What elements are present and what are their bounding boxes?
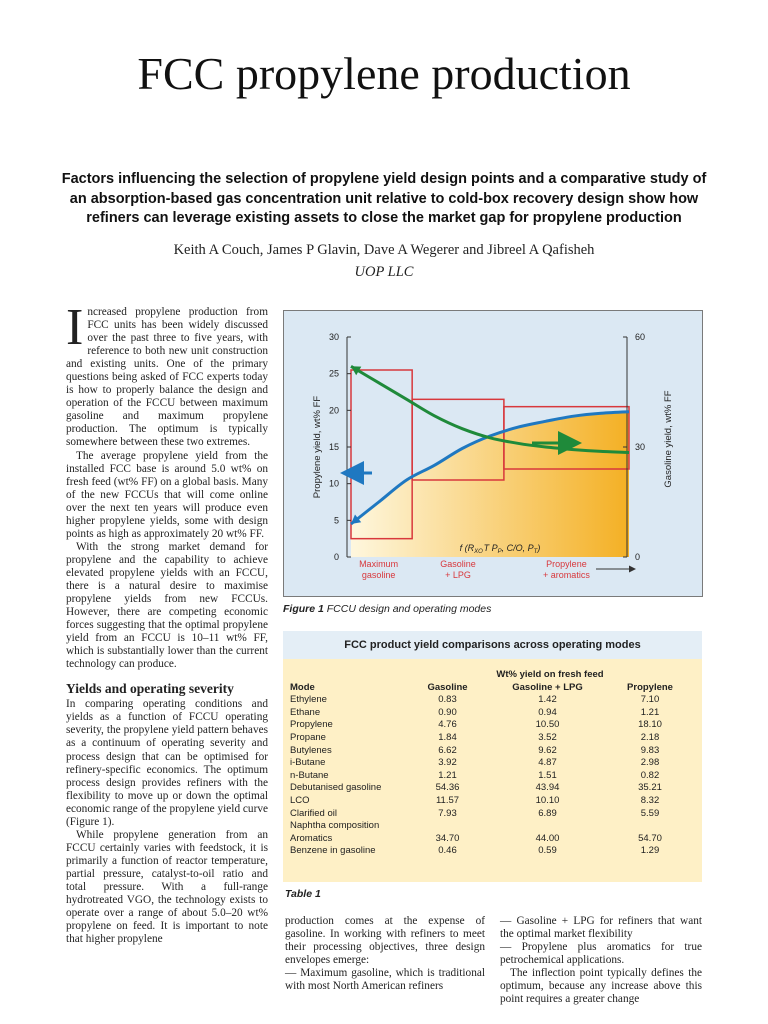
table-cell: 1.84 <box>438 731 457 743</box>
authors: Keith A Couch, James P Glavin, Dave A Wegerer and Jibreel A Qafisheh <box>173 242 595 258</box>
table-row <box>290 707 695 720</box>
table-cell: Debutanised gasoline <box>290 782 382 794</box>
column-header: Propylene <box>627 681 673 693</box>
table-cell: 1.29 <box>640 845 660 857</box>
paragraph: production comes at the expense of gasoline. In working with refiners to meet their processing objectives, three design envelopes emerge: <box>285 915 485 967</box>
table-cell: 10.50 <box>535 719 560 731</box>
severity-gradient-area <box>351 412 629 557</box>
table-cell: 54.70 <box>638 832 662 844</box>
table-row <box>290 719 695 732</box>
table-cell: Clarified oil <box>290 807 337 819</box>
table-cell: 11.57 <box>435 794 460 806</box>
table-row <box>290 757 695 770</box>
table-cell: 43.94 <box>535 782 560 794</box>
table-cell: i-Butane <box>290 757 326 769</box>
table-cell: n-Butane <box>290 769 329 781</box>
table-cell: 0.59 <box>538 845 557 857</box>
table-cell: 3.52 <box>538 731 557 743</box>
table-cell: 0.90 <box>438 706 457 718</box>
table-cell: 4.76 <box>438 719 457 731</box>
table-cell: 0.83 <box>438 694 457 706</box>
figure-1 <box>283 310 703 597</box>
paragraph: The inflection point typically defines the optimum, because any increase above this point requires a greater change <box>500 967 702 1006</box>
paragraph-text: ncreased propylene production from FCC units has been widely discussed over the past three to five years, with reference to both new unit construction and existing units. One of the primary questions being asked of FCC experts today is how to properly balance the design and operation of the FCCU between maximum gasoline and maximum propylene production. The optimum is typically somewhere between these two extremes. <box>66 306 268 449</box>
yield-table <box>283 631 702 882</box>
drop-cap: I <box>66 299 84 356</box>
y-tick-label: 25 <box>328 368 339 379</box>
table-title: FCC product yield comparisons across operating modes <box>283 631 702 659</box>
body-column-2 <box>285 915 485 993</box>
paragraph: With the strong market demand for propylene and the capability to achieve elevated propylene yields with an FCCU, there is a natural desire to maximise propylene yields from new FCCUs. However, there are competing economic forces suggesting that the optimal propylene yield from an FCCU is 10–11 wt% FF, which is substantially lower than the current technology can produce. <box>66 540 268 671</box>
category-label: Maximum gasoline <box>359 559 399 580</box>
affiliation: UOP LLC <box>354 264 414 280</box>
table-cell: LCO <box>290 794 310 806</box>
table-cell: 10.10 <box>535 794 560 806</box>
figure-caption-label: Figure 1 <box>283 603 324 615</box>
paragraph: The average propylene yield from the installed FCC base is around 5.0 wt% on fresh feed (wt% FF) on a global basis. Many of the new FCCUs that will come online over the next ten years will produce even higher propylene yields, some with design points as high as approximately 20 wt% FF. <box>66 449 268 540</box>
table-cell: 8.32 <box>640 794 660 806</box>
table-cell: 1.21 <box>438 769 457 781</box>
table-cell: Propylene <box>290 719 333 731</box>
table-cell: 9.62 <box>538 744 557 756</box>
y2-tick-label: 60 <box>635 332 646 342</box>
table-cell: 6.89 <box>538 807 557 819</box>
table-cell: 2.18 <box>640 731 660 743</box>
y2-tick-label: 30 <box>635 442 646 452</box>
y-tick-label: 0 <box>333 552 339 562</box>
y-tick-label: 5 <box>333 515 339 526</box>
paragraph: — Maximum gasoline, which is traditional with most North American refiners <box>285 967 485 993</box>
table-cell: 7.10 <box>640 694 660 706</box>
table-cell: 5.59 <box>640 807 660 819</box>
y-tick-label: 20 <box>328 405 339 416</box>
table-cell: 0.46 <box>438 845 457 857</box>
table-cell: 1.42 <box>538 694 557 706</box>
table-cell: Butylenes <box>290 744 332 756</box>
table-group-header: Wt% yield on fresh feed <box>496 669 604 680</box>
table-row <box>290 782 695 795</box>
table-row <box>290 745 695 758</box>
section-heading: Yields and operating severity <box>66 681 234 697</box>
column-header: Gasoline <box>427 681 468 693</box>
table-header-row <box>290 682 695 695</box>
table-group-header-row <box>290 669 695 682</box>
x-axis-formula: f ($R_{XO}$ T $P_P$, C/O, $P_T$) <box>459 543 541 555</box>
table-cell: Aromatics <box>290 832 333 844</box>
paragraph: In comparing operating conditions and yields as a function of FCCU operating severity, the propylene yield pattern behaves as a continuum of operating severity and process design that can be optimised for refinery-specific economics. The optimum process design provides refiners with the flexibility to move up or down the optimal economic range of the propylene yield curve (Figure 1). <box>66 698 269 828</box>
chart <box>284 311 702 596</box>
figure-caption-text: FCCU design and operating modes <box>323 603 492 615</box>
table-section-label: Naphtha composition <box>290 820 380 832</box>
table-cell: 7.93 <box>438 807 457 819</box>
table <box>290 669 695 858</box>
table-section-row <box>290 820 695 833</box>
empty-cell <box>290 669 405 682</box>
table-cell: Ethane <box>290 706 321 718</box>
table-row <box>290 808 695 821</box>
paragraph: — Gasoline + LPG for refiners that want the optimal market flexibility <box>500 915 702 941</box>
table-cell: 35.21 <box>638 782 662 794</box>
y-tick-label: 15 <box>328 442 339 452</box>
y2-axis-label: Gasoline yield, wt% FF <box>663 390 674 488</box>
column-header: Gasoline + LPG <box>512 681 583 693</box>
paragraph: — Propylene plus aromatics for true petrochemical applications. <box>500 941 702 967</box>
table-row <box>290 732 695 745</box>
table-cell: 9.83 <box>640 744 660 756</box>
y-tick-label: 30 <box>328 332 339 342</box>
table-row <box>290 845 695 858</box>
table-row <box>290 833 695 846</box>
table-cell: 4.87 <box>538 757 557 769</box>
body-column-3 <box>500 915 702 1006</box>
table-cell: Benzene in gasoline <box>290 845 376 857</box>
table-cell: 54.36 <box>435 782 460 794</box>
table-cell: 44.00 <box>535 832 560 844</box>
table-cell: 6.62 <box>438 744 457 756</box>
table-cell: 0.82 <box>640 769 660 781</box>
table-row <box>290 770 695 783</box>
column-header: Mode <box>290 681 315 693</box>
paragraph <box>66 299 268 450</box>
paragraph: While propylene generation from an FCCU certainly varies with feedstock, it is primarily a function of reactor temperature, partial pressure, catalyst-to-oil ratio and total pressure. With a full-range hydrotreated VGO, the technology exists to operate over a range of about 5.0–20 wt% propylene on feed. It is important to note that higher propylene <box>66 828 268 946</box>
table-cell: 0.94 <box>538 706 557 718</box>
table-cell: Ethylene <box>290 694 327 706</box>
table-cell: 1.21 <box>640 706 660 718</box>
table-row <box>290 795 695 808</box>
body-column-1 <box>66 299 269 946</box>
article-subtitle: Factors influencing the selection of propylene yield design points and a comparative study of an absorption-based gas concentration unit relative to cold-box recovery design show how refiners can leverage existing assets to close the market gap for propylene production <box>61 171 707 226</box>
table-cell: 2.98 <box>640 757 660 769</box>
category-label: Gasoline + LPG <box>440 559 476 580</box>
table-cell: 34.70 <box>435 832 460 844</box>
y-tick-label: 10 <box>328 478 339 489</box>
table-cell: 3.92 <box>438 757 457 769</box>
figure-caption <box>283 603 491 615</box>
table-cell: 1.51 <box>538 769 557 781</box>
table-caption: Table 1 <box>285 888 321 900</box>
category-label: Propylene + aromatics <box>543 559 590 580</box>
y2-tick-label: 0 <box>635 552 641 562</box>
table-cell: Propane <box>290 731 326 743</box>
article-title: FCC propylene production <box>137 48 631 99</box>
table-cell: 18.10 <box>638 719 662 731</box>
table-row <box>290 694 695 707</box>
y-axis-label: Propylene yield, wt% FF <box>312 395 323 499</box>
